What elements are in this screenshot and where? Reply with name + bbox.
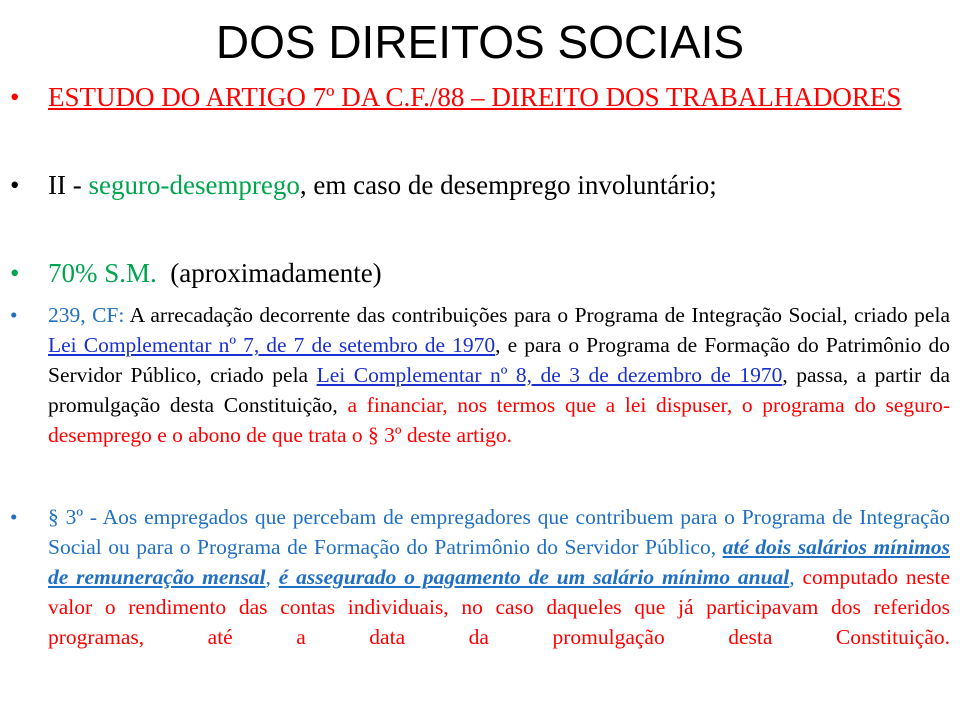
lei-complementar-7-link[interactable]: Lei Complementar nº 7, de 7 de setembro de 1970 [48, 333, 496, 357]
lei-complementar-8-link[interactable]: Lei Complementar nº 8, de 3 de dezembro de 1970 [316, 363, 783, 387]
paragrafo-3-sep-1: , [265, 565, 279, 589]
assegurado-emphasis: é assegurado o pagamento de um salário mínimo anual [278, 565, 790, 589]
paragrafo-3-text-1: § 3º - Aos empregados que percebam de empregadores que contribuem para o Programa de Integração Social ou para o Programa de Formação do Patrimônio do Servidor Público, [48, 505, 950, 559]
art-239-red-text: a financiar, nos termos que a lei dispuser, o programa do seguro-desemprego e o abono de que trata o § 3º deste artigo. [48, 393, 950, 447]
percentual-note: (aproximadamente) [170, 258, 382, 288]
art-239-ref: 239, CF: [48, 303, 125, 327]
art-239-text-2: , e para o Programa de Formação do Patrimônio do Servidor Público, criado pela [48, 333, 950, 387]
paragrafo-3-red-text: computado neste valor o rendimento das contas individuais, no caso daqueles que já participavam dos referidos programas, até a data da promulgação desta Constituição. [48, 565, 951, 649]
bullet-dot: • [10, 505, 18, 529]
art-239-paragraph [48, 300, 950, 450]
dois-salarios-emphasis: até dois salários mínimos de remuneração mensal [48, 535, 951, 589]
percentual-text [48, 256, 950, 290]
seguro-desemprego-term: seguro-desemprego [88, 170, 300, 200]
estudo-text: ESTUDO DO ARTIGO 7º DA C.F./88 – DIREITO DOS TRABALHADORES [48, 82, 902, 112]
inciso-ii-text [48, 168, 950, 202]
slide-title: DOS DIREITOS SOCIAIS [215, 16, 745, 68]
art-239-text-1: A arrecadação decorrente das contribuições para o Programa de Integração Social, criado pela [124, 303, 950, 327]
bullet-dot: • [10, 170, 20, 200]
paragrafo-3-text [48, 502, 950, 652]
bullet-dot: • [10, 258, 20, 288]
inciso-prefix: II - [48, 170, 89, 200]
percentual-value: 70% S.M. [48, 258, 157, 288]
bullet-dot: • [10, 82, 20, 112]
inciso-rest: , em caso de desemprego involuntário; [299, 170, 717, 200]
art-239-text-3: , passa, a partir da promulgação desta Constituição, [48, 363, 950, 417]
estudo-heading [48, 80, 950, 114]
bullet-dot: • [10, 303, 18, 327]
paragrafo-3-sep-2: , [789, 565, 803, 589]
